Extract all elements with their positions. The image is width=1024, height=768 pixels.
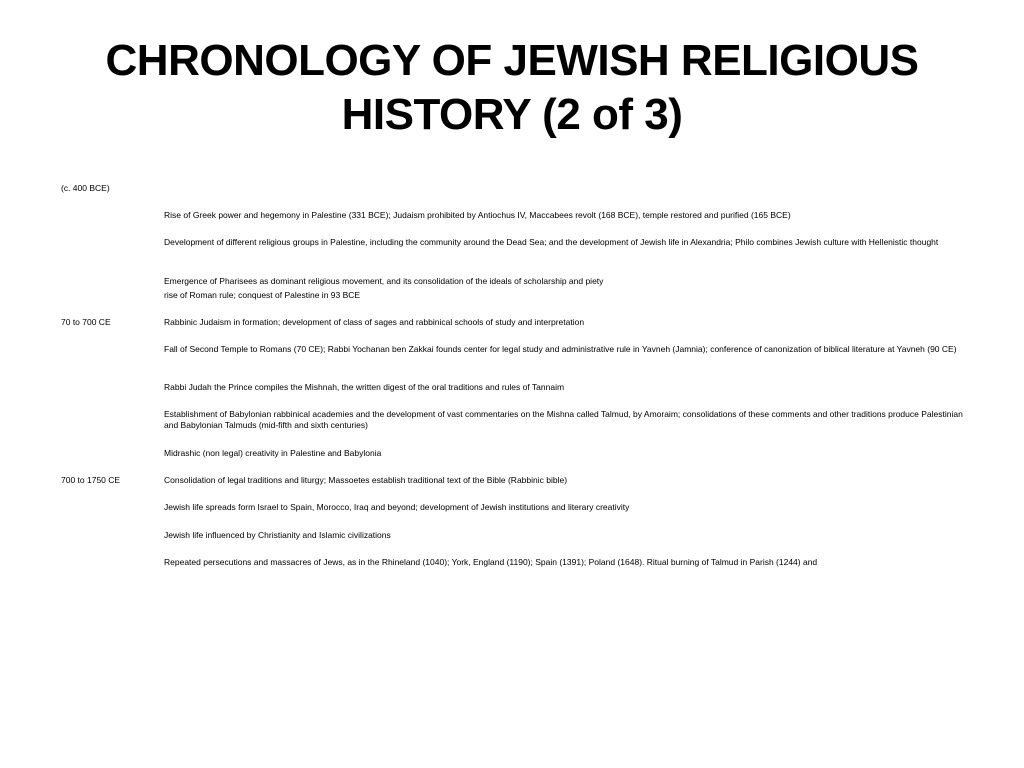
slide-title-line-1: CHRONOLOGY OF JEWISH RELIGIOUS [105,36,919,85]
entry-text: Rise of Greek power and hegemony in Palestine (331 BCE); Judaism prohibited by Antiochus IV, Maccabees revolt (168 BCE), temple restored and purified (165 BCE) [164,210,791,220]
entry-text: Rabbi Judah the Prince compiles the Mishnah, the written digest of the oral traditions and rules of Tannaim [164,382,565,392]
entry-date: 700 to 1750 CE [61,475,121,485]
slide-title-line-2: HISTORY (2 of 3) [341,90,683,139]
entry-text: Emergence of Pharisees as dominant religious movement, and its consolidation of the ideals of scholarship and piety [164,276,604,286]
entry-text: Midrashic (non legal) creativity in Palestine and Babylonia [164,448,382,458]
entry-text: Jewish life influenced by Christianity and Islamic civilizations [164,530,391,540]
entry-text: Rabbinic Judaism in formation; development of class of sages and rabbinical schools of study and interpretation [164,317,585,327]
entry-text: Development of different religious groups in Palestine, including the community around the Dead Sea; and the development of Jewish life in Alexandria; Philo combines Jewish culture with Hellenistic thought [164,237,939,247]
entry-text: Establishment of Babylonian rabbinical academies and the development of vast commentaries on the Mishna called Talmud, by Amoraim; consolidations of these comments and other traditions produce Palestinian and Babylonian Talmuds (mid-fifth and sixth centuries) [164,409,963,430]
entry-date: (c. 400 BCE) [61,183,110,193]
entry-text: Consolidation of legal traditions and liturgy; Massoetes establish traditional text of the Bible (Rabbinic bible) [164,475,568,485]
entry-text: Fall of Second Temple to Romans (70 CE); Rabbi Yochanan ben Zakkai founds center for legal study and administrative rule in Yavneh (Jamnia); conference of canonization of biblical literature at Yavneh (90 CE) [164,344,957,354]
entry-text: Repeated persecutions and massacres of Jews, as in the Rhineland (1040); York, England (1190); Spain (1391); Poland (1648). Ritual burning of Talmud in Parish (1244) and [164,557,818,567]
entry-text: rise of Roman rule; conquest of Palestine in 93 BCE [164,290,361,300]
entry-text: Jewish life spreads form Israel to Spain, Morocco, Iraq and beyond; development of Jewish institutions and literary creativity [164,502,630,512]
entry-date: 70 to 700 CE [61,317,111,327]
